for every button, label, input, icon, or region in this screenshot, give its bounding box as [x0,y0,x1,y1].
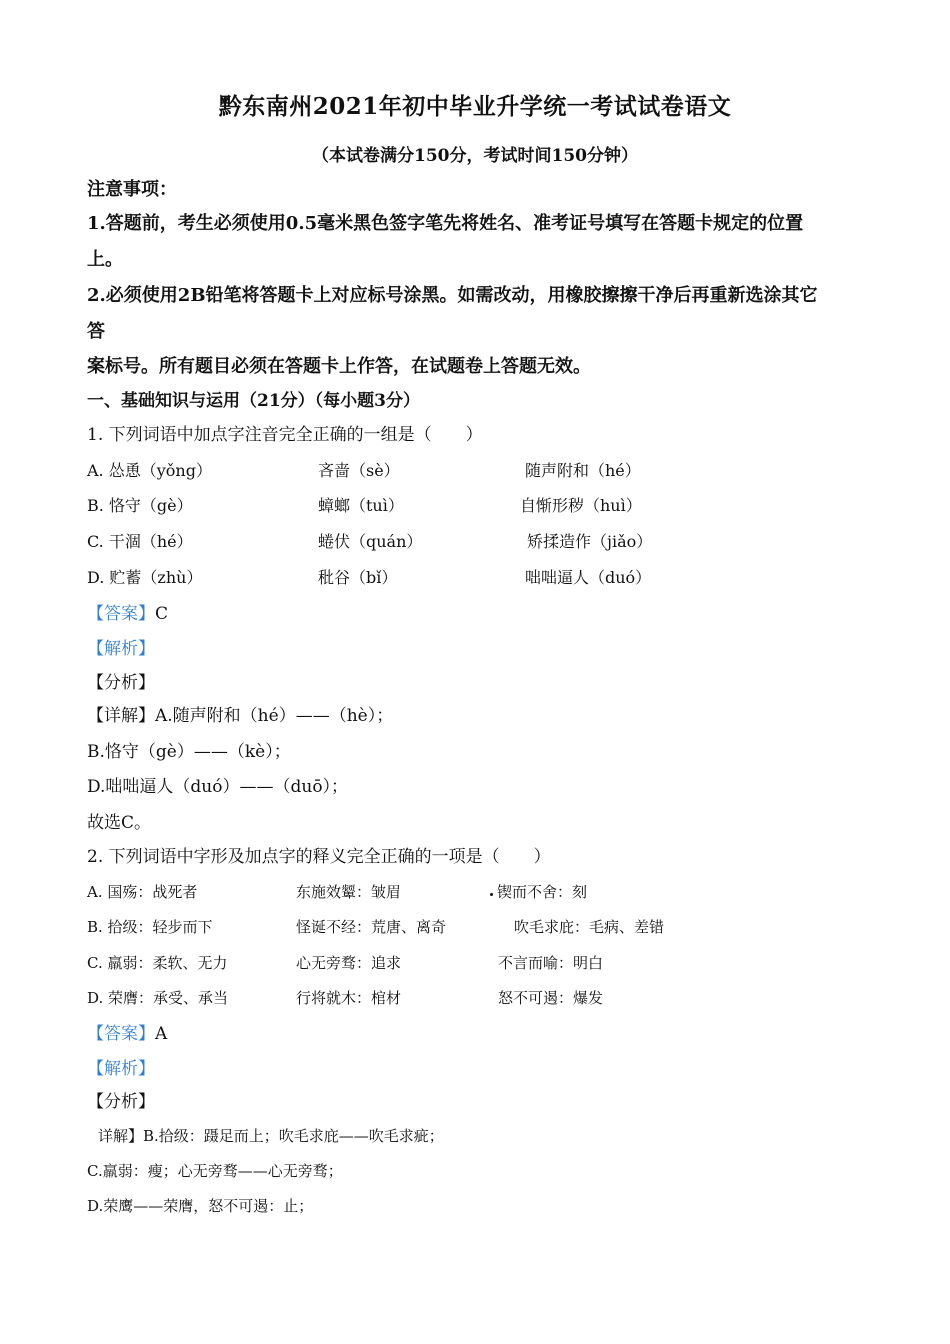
q1-answer-value: C [155,604,169,624]
q2-jiexi-label: 【解析】 [87,1059,155,1079]
q2-option-d-3: 怒不可遏：爆发 [498,989,604,1007]
q2-fenxi-label: 【分析】 [87,1092,155,1112]
notice-heading: 注意事项： [87,179,177,200]
q2-option-b-2: 怪诞不经：荒唐、离奇 [296,918,447,936]
q2-option-c-1: C. 羸弱：柔软、无力 [87,954,228,972]
q2-answer [87,1022,167,1046]
q1-option-b-1: B. 恪守（gè） [87,496,193,515]
notice-item-1-line-1: 1.答题前，考生必须使用0.5毫米黑色签字笔先将姓名、准考证号填写在答题卡规定的位置 [87,213,804,234]
emphasis-dot [490,893,493,896]
q1-option-d-1: D. 贮蓄（zhù） [87,568,203,587]
q2-detail-line: D.荣鹰——荣膺，怒不可遏：止； [87,1197,314,1215]
q2-detail-line: C.羸弱：瘦；心无旁骛——心无旁骛； [87,1162,343,1180]
q2-option-a-2: 东施效颦：皱眉 [296,883,402,901]
section-heading: 一、基础知识与运用（21分）（每小题3分） [87,391,420,411]
notice-item-2-line-3: 案标号。所有题目必须在答题卡上作答，在试题卷上答题无效。 [87,356,591,377]
q1-option-a-3: 随声附和（hé） [525,461,641,480]
q1-detail-line: 【详解】A.随声附和（hé）——（hè）； [87,706,394,726]
q2-option-d-1: D. 荣膺：承受、承当 [87,989,229,1007]
q1-option-c-2: 蜷伏（quán） [318,532,423,551]
q2-option-b-3: 吹毛求庇：毛病、差错 [514,918,665,936]
q2-option-c-2: 心无旁骛：追求 [296,954,402,972]
q1-option-d-3: 咄咄逼人（duó） [525,568,652,587]
q2-option-d-2: 行将就木：棺材 [296,989,402,1007]
q1-jiexi-label: 【解析】 [87,639,155,659]
q1-detail-line: B.恪守（gè）——（kè）； [87,742,291,762]
q1-option-a-1: A. 怂恿（yǒng） [87,461,212,480]
q1-fenxi-label: 【分析】 [87,673,155,693]
q1-stem: 1. 下列词语中加点字注音完全正确的一组是（ ） [87,425,483,445]
q1-detail-line: 故选C。 [87,813,152,833]
exam-title: 黔东南州2021年初中毕业升学统一考试试卷语文 [218,93,732,120]
notice-item-1-line-2: 上。 [87,249,123,270]
q2-option-c-3: 不言而喻：明白 [498,954,604,972]
q2-stem: 2. 下列词语中字形及加点字的释义完全正确的一项是（ ） [87,847,551,867]
q2-option-a-1: A. 国殇：战死者 [87,883,198,901]
q2-option-a-3: 锲而不舍：刻 [497,883,588,901]
q2-option-b-1: B. 拾级：轻步而下 [87,918,213,936]
q1-answer [87,602,168,626]
q1-option-c-3: 矫揉造作（jiǎo） [527,532,653,551]
notice-item-2-line-1: 2.必须使用2B铅笔将答题卡上对应标号涂黑。如需改动，用橡胶擦擦干净后再重新选涂其它 [87,285,818,306]
q1-option-b-3: 自惭形秽（huì） [520,496,642,515]
exam-subtitle: （本试卷满分150分，考试时间150分钟） [312,146,638,166]
q1-option-a-2: 吝啬（sè） [318,461,400,480]
q2-answer-label: 【答案】 [87,1024,155,1044]
q1-option-c-1: C. 干涸（hé） [87,532,193,551]
q1-answer-label: 【答案】 [87,604,155,624]
q2-answer-value: A [155,1024,168,1044]
q2-detail-line: 详解】B.拾级：蹑足而上；吹毛求庇——吹毛求疵； [98,1127,444,1145]
q1-detail-line: D.咄咄逼人（duó）——（duō）； [87,777,349,797]
q1-option-b-2: 蟑螂（tuì） [318,496,404,515]
notice-item-2-line-2: 答 [87,321,105,342]
q1-option-d-2: 秕谷（bǐ） [318,568,398,587]
